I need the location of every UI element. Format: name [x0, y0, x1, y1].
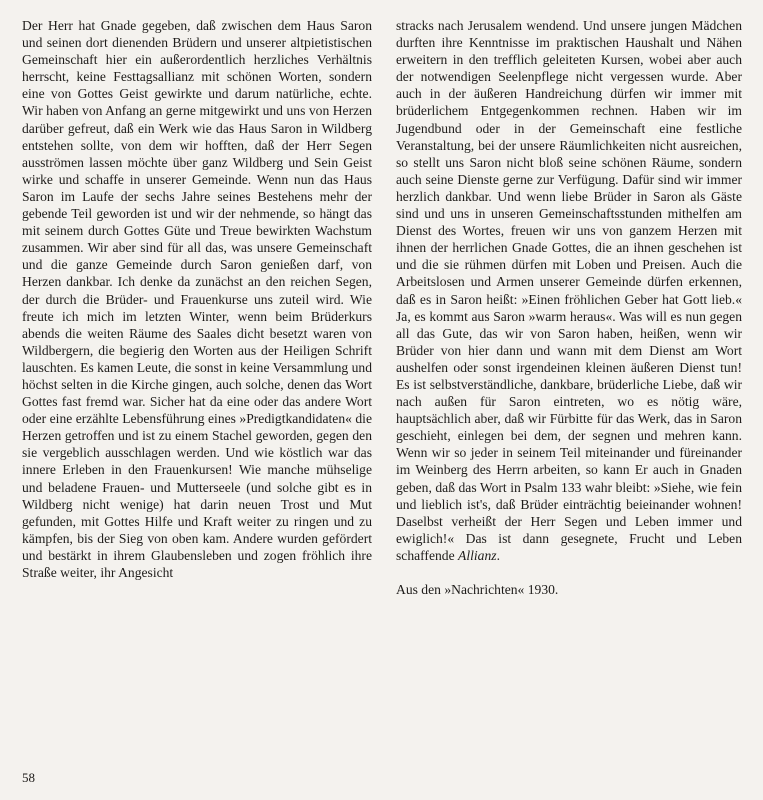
right-column-paragraph	[396, 17, 742, 564]
page-number: 58	[22, 770, 35, 785]
source-citation: Aus den »Nachrichten« 1930.	[396, 582, 559, 597]
paragraph-end: .	[496, 547, 500, 563]
right-text-column	[396, 17, 742, 598]
left-text-column	[22, 17, 372, 581]
emphasized-word: Allianz	[458, 547, 497, 563]
paragraph-text: stracks nach Jerusalem wendend. Und unsere jungen Mädchen durften ihre Kenntnisse im praktischen Haushalt und Nähen erweitern in den trefflich geleiteten Kursen, wobei aber auch der notwendigen Seelenpflege nicht vergessen wurde. Aber auch in der äußeren Handreichung dürfen wir immer mit brüderlichem Entgegenkommen rechnen. Haben wir im Jugendbund oder in der Gemeinschaft eine festliche Veranstaltung, bei der unsere Räumlichkeiten nicht ausreichen, so stellt uns Saron nicht bloß seine schönen Räume, sondern auch seine Dienste gerne zur Verfügung. Dafür sind wir immer herzlich dankbar. Und wenn liebe Brüder in Saron als Gäste sind und uns in unseren Gemeinschaftsstunden mithelfen am Dienst des Wortes, freuen wir uns von ganzem Herzen mit ihnen der herrlichen Gnade Gottes, die an ihnen geschehen ist und die sie rühmen dürfen mit Loben und Preisen. Auch die Arbeitslosen und Armen unserer Gemeinde dürfen erkennen, daß es in Saron heißt: »Einen fröhlichen Geber hat Gott lieb.« Ja, es kommt aus Saron »warm heraus«. Was will es nun gegen all das Gute, das wir von Saron haben, heißen, wenn wir Brüder von hier dann und wann mit dem Dienst am Wort aushelfen oder sonst irgendeinen kleinen äußeren Dienst tun! Es ist selbstverständliche, dankbare, brüderliche Liebe, daß wir nach außen für Saron eintreten, wo es nötig wäre, hauptsächlich aber, daß wir Fürbitte für das Werk, das in Saron geschieht, einlegen bei dem, der segnen und mehren kann. Wenn wir so jeder in seinem Teil miteinander und füreinander im Weinberg des Herrn arbeiten, so kann Er auch in Gnaden geben, daß das Wort in Psalm 133 wahr bleibt: »Siehe, wie fein und lieblich ist's, daß Brüder einträchtig beieinander wohnen! Daselbst verheißt der Herr Segen und Leben immer und ewiglich!« Das ist dann gesegnete, Frucht und Leben schaffende	[396, 18, 742, 563]
left-column-paragraph: Der Herr hat Gnade gegeben, daß zwischen dem Haus Saron und seinen dort dienenden Brüdern und unserer altpietistischen Gemeinschaft hier ein außerordentlich herzliches Verhältnis herrscht, keine Festtagsallianz mit schönen Worten, sondern eine von Gottes Geist gewirkte und darum natürliche, echte. Wir haben von Anfang an gerne mitgewirkt und uns von Herzen darüber gefreut, daß ein Werk wie das Haus Saron in Wildberg entstehen sollte, von dem wir hofften, daß der Herr Segen ausströmen lassen möchte über ganz Wildberg und Sein Geist wirke und schaffe in unserer Gemeinde. Wenn nun das Haus Saron im Laufe der sechs Jahre seines Bestehens mehr der gebende Teil geworden ist und wir der nehmende, so hängt das mit seinem durch Gottes Güte und Treue bewirkten Wachstum zusammen. Wir aber sind für all das, was unsere Gemeinschaft und die ganze Gemeinde durch Saron genießen darf, von Herzen dankbar. Ich denke da zunächst an den reichen Segen, der durch die Brüder- und Frauenkurse uns zuteil wird. Wie freute ich mich im letzten Winter, wenn beim Brüderkurs abends die weiten Räume des Saales dicht besetzt waren von Wildbergern, die begierig den Worten aus der Heiligen Schrift lauschten. Es kamen Leute, die sonst in keine Versammlung und höchst selten in die Kirche gingen, auch solche, denen das Wort Gottes fast fremd war. Sicher hat da eine oder das andere Wort oder eine erzählte Lebensführung eines »Predigtkandidaten« die Herzen getroffen und ist zu einem Stachel geworden, gegen den sie vergeblich ausschlagen werden. Und wie köstlich war das innere Erleben in den Frauenkursen! Wie manche mühselige und beladene Frauen- und Mutterseele (und solche gibt es in Wildberg nicht wenige) hat darin neuen Trost und Mut gefunden, mit Gottes Hilfe und Kraft weiter zu ringen und zu kämpfen, bis der Sieg von oben kam. Andere wurden gefördert und bestärkt in ihrem Glaubensleben und zogen fröhlich ihre Straße weiter, ihr Angesicht	[22, 18, 372, 580]
